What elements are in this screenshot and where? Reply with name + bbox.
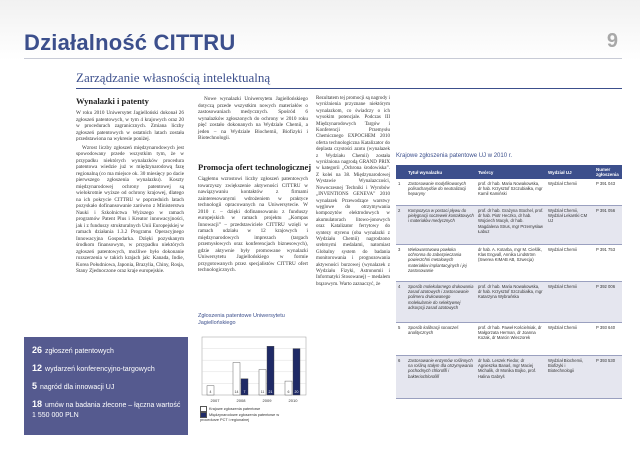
col2-paragraph-2: Ciągłemu wzrostowi liczby zgłoszeń patentowych towarzyszy zwiększenie aktywności CITTRU w nawiązywaniu kontaktów z firmami zainteresowanymi wdrożeniem w praktyce technologii opracowanych na Uniwersytecie. W 2010 r. – dzięki dofinansowaniu z funduszy europejskich w ramach projektu „Kompas Innowacji” – przedstawiciele CITTRU wzięli w ramach udziału w 12 krajowych i międzynarodowych imprezach (targach przemysłowych oraz konferencjach biznesowych), gdzie aktywnie były promowane wynalazki Uniwersytetu Jagiellońskiego w formie przygotowanych przez specjalistów CITTRU ofert technologicznych. [198,176,308,273]
table-cell-index: 2 [396,206,406,245]
table-row [396,179,622,206]
table-cell-faculty: Wydział Chemii [546,179,594,206]
chart-bar [293,349,300,395]
table-cell-title: Wielowarstwowa powłoka ochronna do zabezpieczania powierzchni metalowych materiałów implantacyjnych i jej zastosowanie [406,245,476,282]
table-cell-authors: prof. dr hab. Maria Nowakowska, dr hab. Krzysztof Szczubiałka, mgr Kamil Kamiński [476,179,546,206]
stat-number: 12 [32,363,43,373]
table-cell-faculty: Wydział Chemii, Wydział Lekarski CM UJ [546,206,594,245]
col1-paragraph: W roku 2010 Uniwersytet Jagielloński dokonał 26 zgłoszeń patentowych, w tym 4 krajowych oraz 20 w procedurach zagranicznych. Zmiana liczby zgłoszeń patentowych w ostatnich latach została przedstawiona na wykresie poniżej. [76,110,184,142]
col3-paragraph: Rezultatem tej promocji są nagrody i wyróżnienia przyznane niektórym wynalazkom, co świadczy o ich wysokim potencjale. Podczas III Międzynarodowych Targów i Konferencji Przemysłu Chemicznego EXPOCHEM 2010 oferta technologiczna Katalizator do deplasta czystości azotu (wynalazek z Wydziału Chemii) została wyróżniona nagrodą GRAND PRIX w kategorii „Ochrona środowiska”. Z kolei na 38. Międzynarodowej Wystawie Wynalazczości, Nowoczesnej Techniki i Wyrobów „INVENTIONS GENEVA” 2010 wynalazek Przewodzące warstwy węglowe do otrzymywania kompozytów elektrodowych w akumulatorach litowo-jonowych oraz Katalizator ferrytowy do syntezy styrenu (oba wynalazki z Wydziału Chemii) nagrodzono srebrnymi medalami, natomiast Globalny system do badania monitorowania i prognozowania aktywności burzowej (wynalazek z Wydziału Fizyki, Astronomii i Informatyki Stosowanej) – medalem brązowym. Warto zaznaczyć, że [316,96,391,287]
table-header-row [396,165,622,179]
table-cell-index: 5 [396,323,406,356]
table-cell-authors: dr hab. A. Kotarba, mgr M. Cieślik, Klas Engvall, Annika Lindström (Swerea KIMAB AB, Szwecja) [476,245,546,282]
chart-bar-label: 4 [209,390,212,394]
table-cell-title: Sposób kalibracji sonacześ analitycznych [406,323,476,356]
table-row [396,282,622,323]
stat-item [32,399,182,421]
table-cell-title: Zastosowanie enzymów roślinnych na rośliną stałym dla otrzymywania pochodnych chloroflli i bakteriochlorofilli [406,356,476,399]
table-cell-faculty: Wydział Chemii [546,323,594,356]
page-number: 9 [606,30,618,52]
stat-label: wydarzeń konferencyjno-targowych [45,366,155,373]
chart-bar-label: 7 [243,390,246,394]
table-cell-index: 3 [396,245,406,282]
chart-x-tick-label: 2009 [262,398,272,403]
table-row [396,206,622,245]
table-cell-number: P 393 530 [594,356,622,399]
table-header-index [396,165,406,179]
table-header-cell: Twórcy [476,165,546,179]
chart-x-tick-label: 2008 [236,398,246,403]
table-cell-index: 6 [396,356,406,399]
table-cell-authors: prof. dr hab. Grażyna Stochel, prof. dr hab. Piotr Heczko, dr hab. Wojciech Macyk, dr hab. Magdalena Strus, mgr Przemysław Łabuz [476,206,546,245]
table-cell-authors: prof. dr hab. Maria Nowakowska, dr hab. Krzysztof Szczubiałka, mgr Katarzyna Wybrańska [476,282,546,323]
table-cell-index: 4 [396,282,406,323]
stat-item [32,381,114,391]
table-header-cell: Wydział UJ [546,165,594,179]
table-cell-faculty: Wydział Biochemii, Biofizyki i Biotechnologii [546,356,594,399]
chart-bar-label: 14 [234,390,239,394]
table-row [396,245,622,282]
table-cell-title: Zastosowanie modyfikowanych polisacharydów do neutralizacji heparyny [406,179,476,206]
stat-item [32,363,155,373]
chart-x-tick-label: 2010 [288,398,298,403]
legend-item [200,412,292,423]
stat-label: umów na badania zlecone – łączna wartość 1 550 000 PLN [32,402,181,419]
table-cell-faculty: Wydział Chemii [546,245,594,282]
table-cell-number: P 391 056 [594,206,622,245]
table-cell-number: P 392 006 [594,282,622,323]
chart-bar-label: 20 [294,390,299,394]
chart-bar-label: 21 [268,390,273,394]
chart-bar-label: 6 [287,390,290,394]
table-caption: Krajowe zgłoszenia patentowe UJ w 2010 r. [396,153,513,159]
table-cell-number: P 391 043 [594,179,622,206]
stat-item [32,345,114,355]
table-row [396,356,622,399]
patent-table [396,165,622,399]
chart-x-tick-label: 2007 [210,398,220,403]
chart-bar-label: 0 [217,390,220,394]
chart-legend [200,406,292,423]
table-cell-title: Sposób molekularnego drukowania zasad azotowych i zastosowanie polimeru drukowanego molekularnie do selektywnej adsorpcji zasad azotowych [406,282,476,323]
table-cell-faculty: Wydział Chemii [546,282,594,323]
table-header-cell: Numer zgłoszenia [594,165,622,179]
table-cell-index: 1 [396,179,406,206]
section-title: Zarządzanie własnością intelektualną [76,70,271,85]
table-cell-number: P 393 640 [594,323,622,356]
col2-paragraph-1: Nowe wynalazki Uniwersytetu Jagiellońskiego dotyczą przede wszystkim nowych materiałów o zastosowaniach medycznych. Spośród 6 wynalazków zgłoszonych do ochrony w 2010 roku pięć zostało dokonanych na Wydziale Chemii, a jeden – na Wydziale Biochemii, Biofizyki i Biotechnologii. [198,96,308,141]
header-divider [24,58,622,59]
col1-paragraph: Wzrost liczby zgłoszeń międzynarodowych jest spowodowany przede wszystkim tym, że w przypadku niektórych wynalazków procedura patentowa wiedzie już w międzynarodową fazę regionalną (co ma miejsce ok. 30 miesięcy po dacie pierwszego zgłoszenia wynalazku). Koszty międzynarodowej ochrony patentowej są wielokrotnie wyższe od ochrony krajowej, dlatego na ich pokrycie CITTRU w poprzednich latach pozyskało dofinansowanie zarówno z Ministerstwa Nauki i Szkolnictwa Wyższego w ramach programów Patent Plus i Kreator innowacyjności, jak i z funduszy strukturalnych Unii Europejskiej w ramach działania 1.3.2 Programu Operacyjnego Innowacyjna Gospodarka. Dzięki pozyskanym środkom finansowym, w przypadku niektórych zgłoszeń patentowych, możliwe było dokonanie rozszerzenia w takich krajach jak: Kanada, Indie, Korea Południowa, Japonia, Brazylia, Chiny, Rosja, Stany Zjednoczone oraz kraje europejskie. [76,144,185,274]
stat-number: 5 [32,381,38,391]
table-cell-number: P 391 753 [594,245,622,282]
stats-box [24,337,188,435]
table-cell-authors: dr hab. Leszek Fiedor, dr Agnieszka Banaś, mgr Maciej Michalik, dr Monika Bojko, prof. Halina Gabryś [476,356,546,399]
patent-bar-chart [196,333,310,405]
chart-title: Zgłoszenia patentowe Uniwersytetu Jagiellońskiego [198,313,285,326]
table-cell-title: Kompozyca w postaci pływu do pielęgnacji soczewek kontaktowych i materiałów medycznych [406,206,476,245]
legend-label: Międzynarodowe zgłoszenia patentowe w procedurze PCT i regionalnej [200,413,280,422]
table-row [396,323,622,356]
table-header-cell: Tytuł wynalazku [406,165,476,179]
section-divider [76,88,622,89]
col1-heading: Wynalazki i patenty [76,96,149,106]
legend-label: Krajowe zgłoszenia patentowe [209,407,261,411]
stat-number: 18 [32,399,43,409]
stat-label: nagród dla innowacji UJ [40,384,115,391]
stat-number: 26 [32,345,43,355]
table-cell-authors: prof. dr hab. Paweł Kościelniak, dr Małgorzata Herman, dr Joanna Kozak, dr Marcin Wieczorek [476,323,546,356]
page-header-title: Działalność CITTRU [24,30,236,55]
chart-bar-label: 11 [260,390,265,394]
stat-label: zgłoszeń patentowych [45,348,114,355]
chart-bar [267,346,274,395]
col1-text [76,110,184,275]
col2-heading: Promocja ofert technologicznej [198,162,312,172]
